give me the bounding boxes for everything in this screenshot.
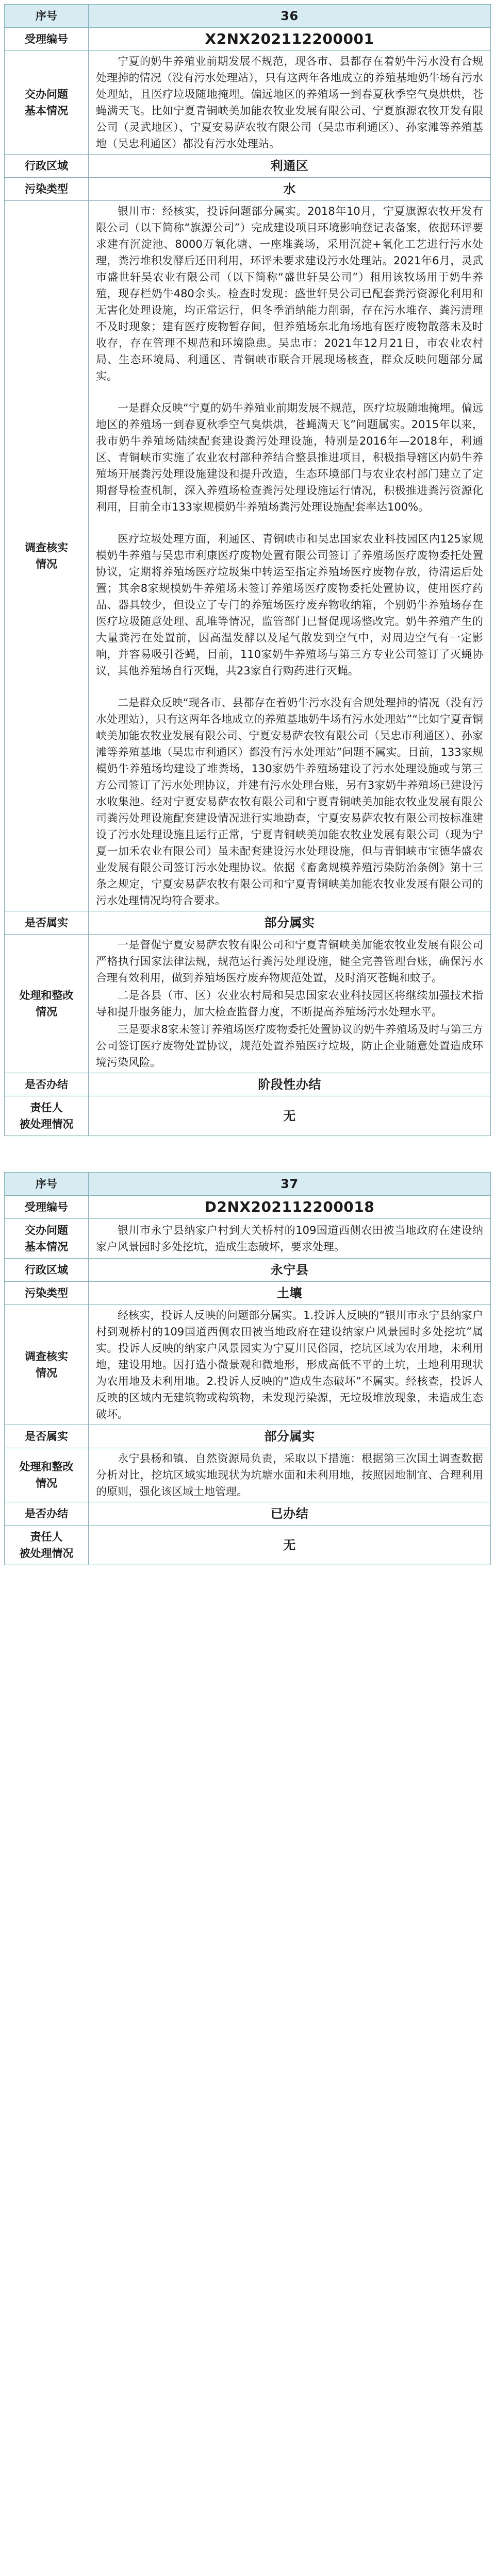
handling-label-text: 处理和整改 情况: [19, 989, 74, 1018]
investigation-label-text: 调查核实 情况: [25, 1350, 68, 1379]
investigation-paragraph: 医疗垃圾处理方面，利通区、青铜峡市和吴忠国家农业科技园区内125家规模奶牛养殖与吴忠市利康医疗废物处置有限公司签订了养殖场医疗废物委托处置协议，定期将养殖场医疗垃圾集中转运至指定养殖场医疗废物存放，待清运后处置；其余8家规模奶牛养殖场未签订养殖场医疗废物委托处置协议，使用医疗药品、器具较少，但设立了专门的养殖场医疗废弃物收纳箱，个别奶牛养殖场存在医疗垃圾随意处理、乱堆等情况，监管部门已督促现场整改完。奶牛养殖产生的大量粪污在处置前，因高温发酵以及尾气散发到空气中，对周边空气有一定影响，并容易吸引苍蝇，目前，110家奶牛养殖场与第三方专业公司签订了灭蝇协议，其他养殖场自行灭蝇，共23家自行购药进行灭蝇。: [96, 533, 483, 677]
investigation-label: [5, 201, 89, 911]
seq-label: 序号: [5, 1173, 89, 1196]
case-no-label: 受理编号: [5, 28, 89, 51]
closed-value: 已办结: [89, 1502, 491, 1526]
paragraph-spacer: [96, 515, 483, 531]
case-seq-row: [5, 5, 491, 28]
investigation-paragraph: 银川市：经核实，投诉问题部分属实。2018年10月，宁夏旗源农牧开发有限公司（以下简称“旗源公司”）完成建设项目环境影响登记表备案，依据环评要求建有沉淀池、8000万氧化塘、一座堆粪场，采用沉淀+氧化工艺进行污水处理，粪污堆积发酵后还田利用，环评未要求建设污水处理站。2021年6月，灵武市盛世轩昊农业有限公司（以下简称“盛世轩昊公司”）租用该牧场用于奶牛养殖，现存栏奶牛480余头。检查时发现：盛世轩昊公司已配套粪污资源化利用和无害化处理设施，均正常运行，但冬季消纳能力削弱，存在污水堆存、粪污清理不及时现象；建有医疗废物暂存间，但养殖场东北角场地有医疗废物散落未及时收存，存在管理不规范和环境隐患。吴忠市：2021年12月21日，市农业农村局、生态环境局、利通区、青铜峡市联合开展现场核查，群众反映问题部分属实。: [96, 205, 483, 382]
investigation-paragraph: 一是群众反映“宁夏的奶牛养殖业前期发展不规范，医疗垃圾随地掩埋。偏远地区的养殖场一到春夏秋季空气臭烘烘，苍蝇满天飞”问题属实。2015年以来，我市奶牛养殖场陆续配套建设粪污处理设施，特别是2016年—2018年，利通区、青铜峡市实施了农业农村部种养结合整县推进项目，积极指导辖区内奶牛养殖场开展粪污处理设施建设和提升改造，生态环境部门与农业农村部门建立了定期督导检查机制，深入养殖场检查粪污处理设施运行情况，积极推进粪污资源化利用，目前全市133家规模奶牛养殖场粪污处理设施配套率达100%。: [96, 402, 483, 513]
case-no-value: X2NX202112200001: [89, 28, 491, 51]
investigation-row: [5, 201, 491, 911]
case-table: [4, 1172, 491, 1565]
pollution-row: [5, 1282, 491, 1305]
handling-value: [89, 1448, 491, 1502]
paragraph-spacer: [96, 679, 483, 694]
accountability-value: 无: [89, 1526, 491, 1565]
accountability-label: [5, 1526, 89, 1565]
seq-label: 序号: [5, 5, 89, 28]
case-seq-row: [5, 1173, 491, 1196]
accountability-row: [5, 1526, 491, 1565]
investigation-paragraph: 经核实，投诉人反映的问题部分属实。1.投诉人反映的“银川市永宁县纳家户村到观桥村的109国道西侧农田被当地政府在建设纳家户风景园时多处挖坑”属实。投诉人反映的纳家户风景园实为宁夏川民俗园，挖坑区域为农用地，未利用地，建设用地。因打造小微景观和微地形，形成高低不平的土坑，土地利用现状为农用地及未利用地。2.投诉人反映的“造成生态破坏”不属实。经核查，投诉人反映的区域内无建筑物或构筑物，未发现污染源，无垃圾堆放现象，未造成生态破坏。: [96, 1309, 483, 1420]
investigation-paragraph: 二是群众反映“现各市、县都存在着奶牛污水没有合规处理掉的情况（没有污水处理站），只有这两年各地成立的养殖基地奶牛场有污水处理站”“比如宁夏青铜峡美加能农牧业发展有限公司、宁夏安易萨农牧有限公司（吴忠市利通区）、孙家滩等养殖基地（吴忠市利通区）都没有污水处理站”问题不属实。目前，133家规模奶牛养殖场均建设了堆粪场，130家奶牛养殖场建设了污水处理设施或与第三方公司签订了污水处理协议，并建有污水处理台账，另有3家奶牛养殖场已建设污水收集池。经对宁夏安易萨农牧有限公司和宁夏青铜峡美加能农牧业发展有限公司粪污处理设施配套建设情况进行实地勘查，宁夏安易萨农牧有限公司按标准建设了污水处理设施且运行正常，宁夏青铜峡美加能农牧业发展有限公司（现为宁夏一加禾农业有限公司）虽未配套建设污水处理设施，但与青铜峡市宝德华盛农业发展有限公司签订污水处理协议。依据《畜禽规模养殖污染防治条例》第十三条之规定，宁夏安易萨农牧有限公司和宁夏青铜峡美加能农牧业发展有限公司的污水处理情况均符合要求。: [96, 697, 483, 907]
handling-label-text: 处理和整改 情况: [19, 1461, 74, 1489]
issue-label: [5, 1219, 89, 1259]
verdict-row: [5, 1425, 491, 1448]
case-table: [4, 4, 491, 1136]
case-no-label: 受理编号: [5, 1196, 89, 1219]
handling-value: [89, 935, 491, 1073]
accountability-label-text: 责任人 被处理情况: [19, 1101, 74, 1130]
paragraph-spacer: [96, 384, 483, 400]
closed-value: 阶段性办结: [89, 1073, 491, 1096]
seq-value: 37: [89, 1173, 491, 1196]
accountability-row: [5, 1096, 491, 1136]
issue-row: [5, 51, 491, 155]
pollution-value: 水: [89, 178, 491, 201]
handling-paragraph: 一是督促宁夏安易萨农牧有限公司和宁夏青铜峡美加能农牧业发展有限公司严格执行国家法律法规，规范运行粪污处理设施，健全完善管理台账，确保污水合理有效利用，做到养殖场医疗废弃物规范处置，及时消灭苍蝇和蚊子。: [96, 939, 483, 984]
issue-row: [5, 1219, 491, 1259]
issue-value: [89, 1219, 491, 1259]
case-no-row: [5, 28, 491, 51]
pollution-value: 土壤: [89, 1282, 491, 1305]
verdict-value: 部分属实: [89, 1425, 491, 1448]
table-gap: [0, 1136, 495, 1172]
handling-label: [5, 1448, 89, 1502]
verdict-label: 是否属实: [5, 1425, 89, 1448]
issue-value: [89, 51, 491, 155]
investigation-label: [5, 1305, 89, 1425]
issue-label: [5, 51, 89, 155]
issue-label-text: 交办问题 基本情况: [25, 88, 68, 117]
issue-label-text: 交办问题 基本情况: [25, 1224, 68, 1253]
issue-text: 宁夏的奶牛养殖业前期发展不规范，现各市、县都存在着奶牛污水没有合规处理掉的情况（没有污水处理站），只有这两年各地成立的养殖基地奶牛场有污水处理站，且医疗垃圾随地掩埋。偏远地区的养殖场一到春夏秋季空气臭烘烘，苍蝇满天飞。比如宁夏青铜峡美加能农牧业发展有限公司、宁夏旗源农牧开发有限公司（灵武地区）、宁夏安易萨农牧有限公司（吴忠市利通区）、孙家滩等养殖基地（吴忠利通区）都没有污水处理站。: [96, 55, 483, 150]
pollution-label: 污染类型: [5, 178, 89, 201]
investigation-value: [89, 1305, 491, 1425]
verdict-label: 是否属实: [5, 911, 89, 935]
handling-paragraph: 二是各县（市、区）农业农村局和吴忠国家农业科技园区将继续加强技术指导和提升服务能力，加大检查监督力度，不断提高养殖场污水处理水平。: [96, 989, 483, 1018]
handling-row: [5, 1448, 491, 1502]
region-label: 行政区域: [5, 1259, 89, 1282]
investigation-label-text: 调查核实 情况: [25, 541, 68, 570]
verdict-row: [5, 911, 491, 935]
region-row: [5, 1259, 491, 1282]
handling-paragraph: 永宁县杨和镇、自然资源局负责，采取以下措施：根据第三次国土调查数据分析对比，挖坑区域实地现状为坑塘水面和未利用地，按照因地制宜、合理利用的原则，强化该区域土地管理。: [96, 1452, 483, 1498]
issue-text: 银川市永宁县纳家户村到大关桥村的109国道西侧农田被当地政府在建设纳家户风景园时多处挖坑，造成生态破坏，要求处理。: [96, 1224, 483, 1253]
accountability-label-text: 责任人 被处理情况: [19, 1531, 74, 1560]
closed-label: 是否办结: [5, 1073, 89, 1096]
seq-value: 36: [89, 5, 491, 28]
handling-label: [5, 935, 89, 1073]
closed-row: [5, 1073, 491, 1096]
pollution-row: [5, 178, 491, 201]
accountability-value: 无: [89, 1096, 491, 1136]
region-label: 行政区域: [5, 155, 89, 178]
case-no-value: D2NX202112200018: [89, 1196, 491, 1219]
investigation-row: [5, 1305, 491, 1425]
investigation-value: [89, 201, 491, 911]
region-value: 永宁县: [89, 1259, 491, 1282]
closed-label: 是否办结: [5, 1502, 89, 1526]
handling-paragraph: 三是要求8家未签订养殖场医疗废物委托处置协议的奶牛养殖场及时与第三方公司签订医疗废物处置协议，规范处置养殖医疗垃圾，防止企业随意处置造成环境污染风险。: [96, 1023, 483, 1069]
closed-row: [5, 1502, 491, 1526]
pollution-label: 污染类型: [5, 1282, 89, 1305]
region-row: [5, 155, 491, 178]
accountability-label: [5, 1096, 89, 1136]
case-no-row: [5, 1196, 491, 1219]
handling-row: [5, 935, 491, 1073]
verdict-value: 部分属实: [89, 911, 491, 935]
region-value: 利通区: [89, 155, 491, 178]
